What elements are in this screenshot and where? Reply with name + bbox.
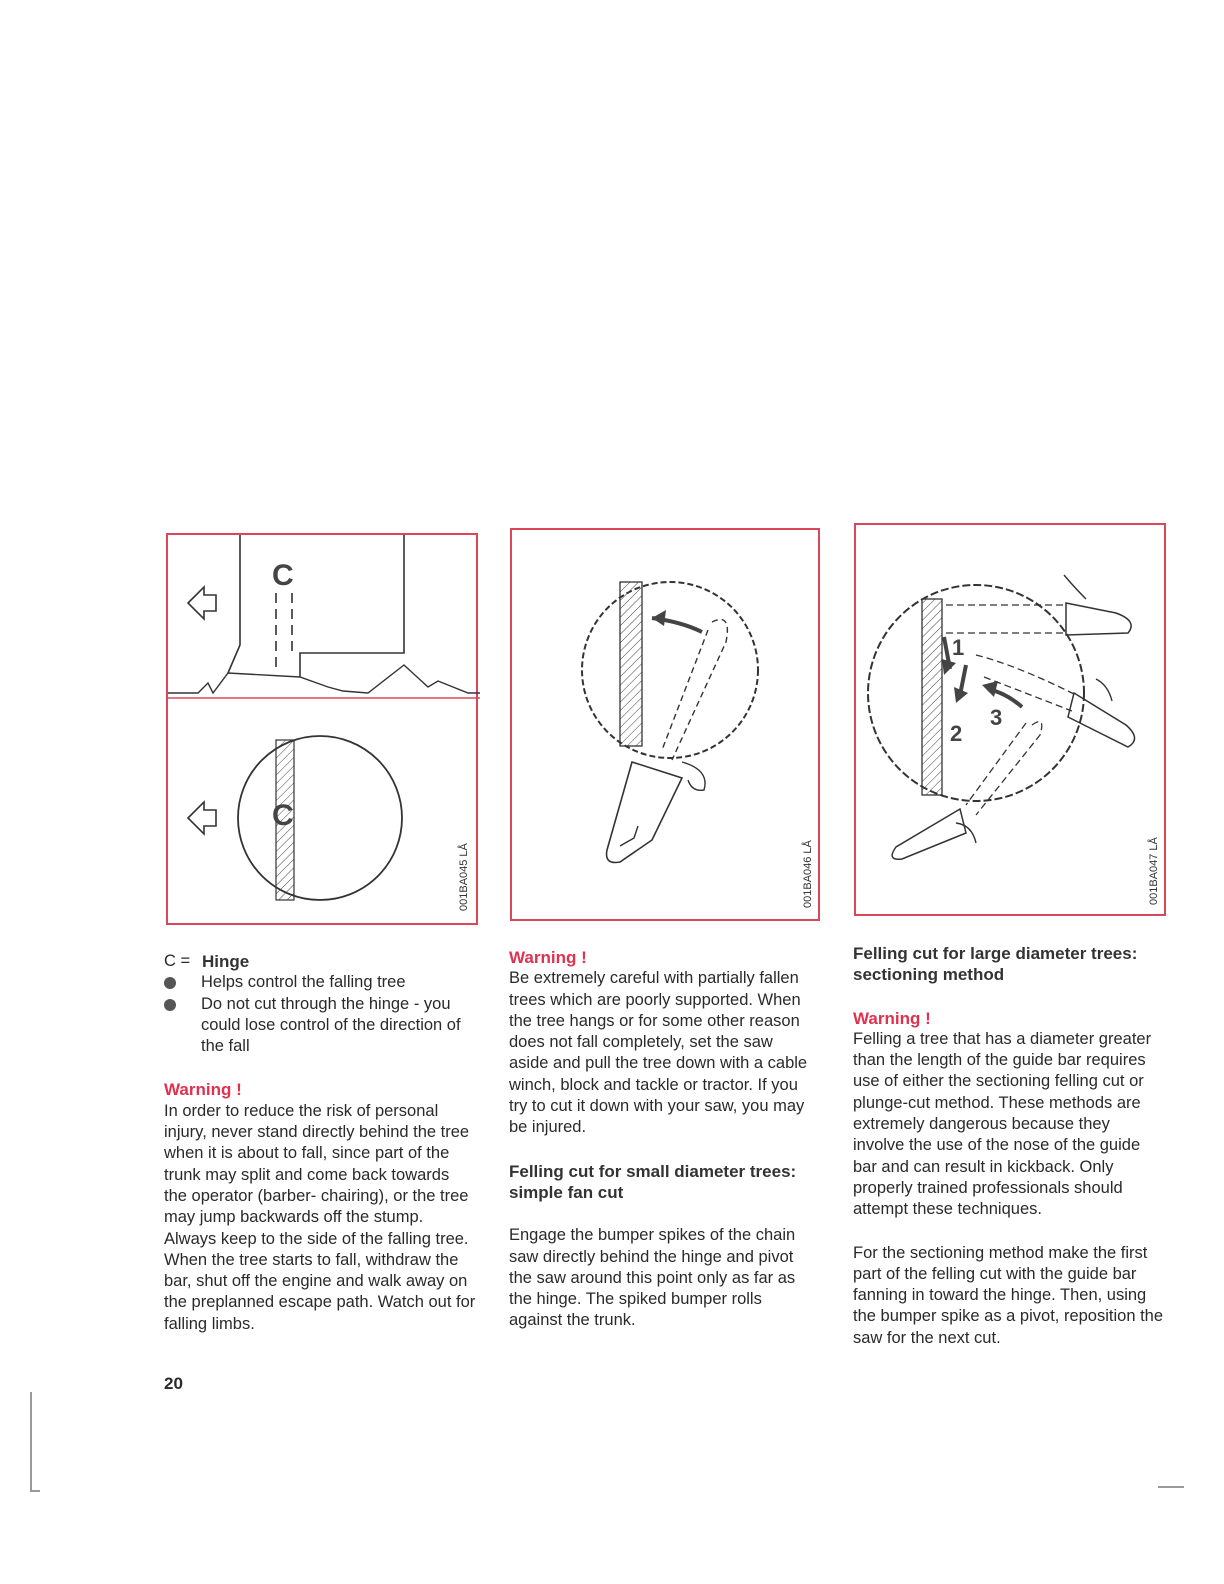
- trunk-cross-section: [868, 585, 1084, 801]
- list-item: [164, 994, 476, 1058]
- fan-cut-illustration: [512, 530, 822, 923]
- chainsaw-bar: [662, 620, 727, 761]
- section-heading: Felling cut for small diameter trees: simple fan cut: [509, 1161, 797, 1202]
- column-hinge: [164, 951, 476, 1335]
- list-item: [164, 972, 476, 993]
- scan-mark: [30, 1392, 32, 1492]
- figure-code: 001BA046 LÅ: [802, 840, 814, 908]
- column-sectioning: [853, 943, 1165, 1349]
- warning-title: Warning !: [853, 1008, 931, 1028]
- hinge-label-c: C: [272, 559, 294, 592]
- step-label-3: 3: [990, 705, 1003, 730]
- section-body: For the sectioning method make the first part of the felling cut with the guide bar fanning in toward the hinge. Then, using the bumper spike as a pivot, reposition the saw for the next cut.: [853, 1243, 1164, 1347]
- chainsaw-position-1: [946, 605, 1066, 633]
- bullet-text: Helps control the falling tree: [201, 973, 406, 992]
- scan-mark: [30, 1490, 40, 1492]
- figure-code: 001BA047 LÅ: [1148, 837, 1160, 905]
- figure-sectioning-method: [854, 523, 1166, 916]
- figure-code: 001BA045 LÅ: [458, 843, 470, 911]
- scan-mark: [1158, 1486, 1184, 1488]
- stump-top-view: [238, 736, 402, 900]
- bullet-icon: [164, 999, 176, 1011]
- page-number: 20: [164, 1374, 183, 1393]
- bullet-text: Do not cut through the hinge - you could lose control of the direction of the fall: [201, 994, 461, 1056]
- warning-text: In order to reduce the risk of personal injury, never stand directly behind the tree when it is about to fall, since part of the trunk may split and come back towards the operator (barber- chairing), or the tree may jump backwards off the stump. Always keep to the side of the falling tree. When the tree starts to fall, withdraw the bar, shut off the engine and walk away on the preplanned escape path. Watch out for falling limbs.: [164, 1101, 476, 1333]
- warning-text: Be extremely careful with partially fallen trees which are poorly supported. When the tree hangs or for some other reason does not fall completely, set the saw aside and pull the tree down with a cable winch, block and tackle or tractor. If you try to cut it down with your saw, you may be injured.: [509, 969, 808, 1137]
- warning-title: Warning !: [509, 948, 587, 967]
- legend-key: C =: [164, 952, 191, 970]
- section-body: Engage the bumper spikes of the chain saw directly behind the hinge and pivot the saw around this point only as far as the hinge. The spiked bumper rolls against the trunk.: [509, 1226, 796, 1330]
- sectioning-illustration: [856, 525, 1168, 918]
- warning-text: Felling a tree that has a diameter greater than the length of the guide bar requires use of either the sectioning felling cut or plunge-cut method. These methods are extremely dangerous because they involve the use of the nose of the guide bar and can result in kickback. Only properly trained professionals should attempt these techniques.: [853, 1029, 1152, 1219]
- column-fan-cut: [509, 947, 813, 1332]
- legend-title: Hinge: [202, 952, 250, 971]
- chainsaw-body: [607, 762, 682, 863]
- direction-arrow-icon: [188, 587, 216, 619]
- warning-title: Warning !: [164, 1080, 242, 1100]
- section-heading: Felling cut for large diameter trees: sectioning method: [853, 944, 1138, 985]
- figure-hinge: [166, 533, 478, 925]
- tree-trunk-side: [228, 535, 404, 677]
- legend-row: [164, 951, 476, 972]
- ground-line: [168, 665, 480, 693]
- hinge-label-c: C: [272, 799, 294, 832]
- figure-fan-cut: [510, 528, 820, 921]
- step-label-2: 2: [950, 721, 963, 746]
- step-label-1: 1: [952, 635, 965, 660]
- trunk-cross-section: [582, 582, 758, 758]
- bullet-icon: [164, 977, 176, 989]
- direction-arrow-icon: [188, 802, 216, 834]
- hinge-illustration: [168, 535, 480, 927]
